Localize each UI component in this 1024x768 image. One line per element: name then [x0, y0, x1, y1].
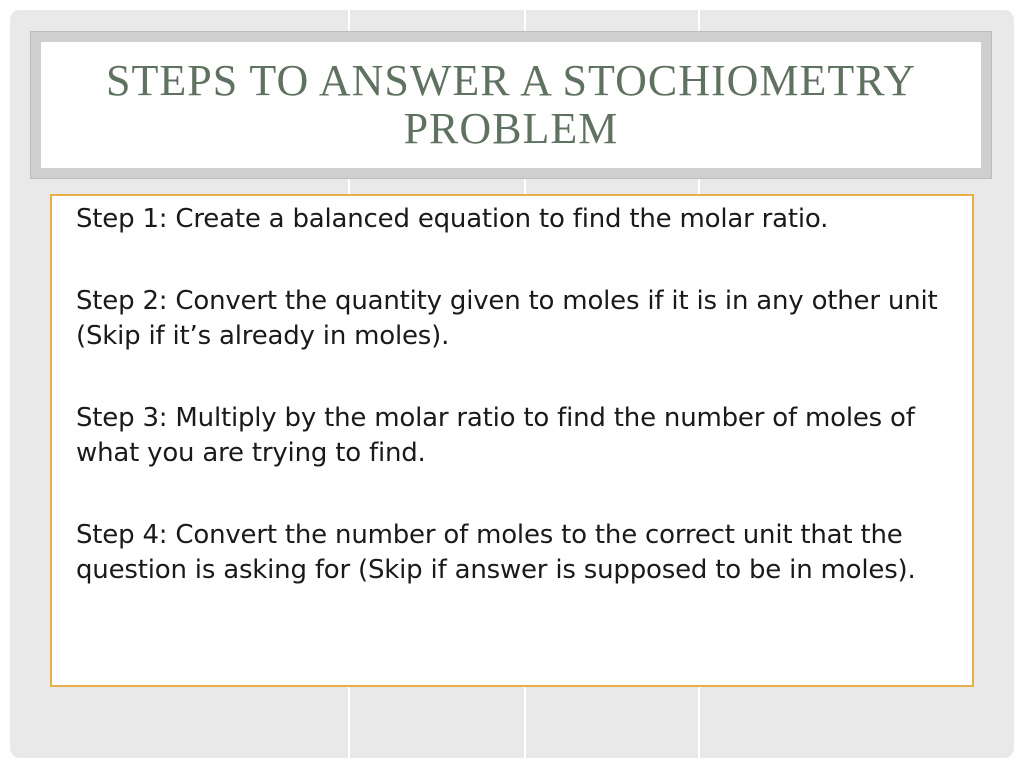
- slide-title: STEPS TO ANSWER A STOCHIOMETRY PROBLEM: [106, 56, 916, 153]
- step-2: Step 2: Convert the quantity given to moles if it is in any other unit (Skip if it’s already in moles).: [76, 286, 938, 351]
- title-frame: [30, 31, 992, 179]
- step-1: Step 1: Create a balanced equation to find the molar ratio.: [76, 204, 829, 234]
- slide: [10, 10, 1014, 758]
- step-3: Step 3: Multiply by the molar ratio to find the number of moles of what you are trying to find.: [76, 403, 915, 468]
- step-4: Step 4: Convert the number of moles to the correct unit that the question is asking for (Skip if answer is supposed to be in moles).: [76, 520, 916, 585]
- content-box: [50, 194, 974, 687]
- title-box: [41, 42, 981, 168]
- steps-list: [52, 196, 972, 588]
